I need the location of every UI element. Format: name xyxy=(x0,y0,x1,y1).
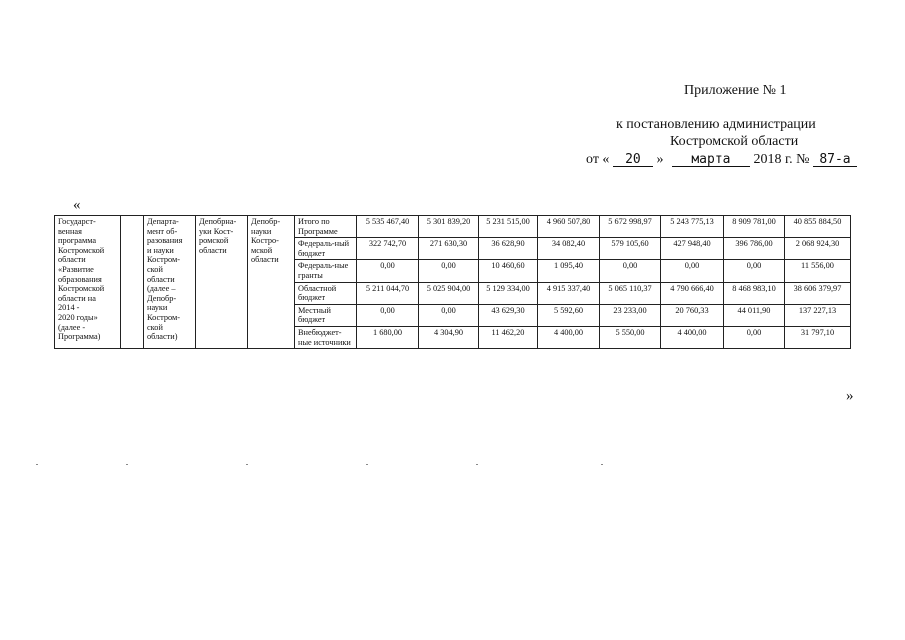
total-cell: 2 068 924,30 xyxy=(785,238,851,260)
value-cell: 271 630,30 xyxy=(419,238,479,260)
total-cell: 31 797,10 xyxy=(785,326,851,348)
value-cell: 5 231 515,00 xyxy=(479,216,538,238)
value-cell: 11 462,20 xyxy=(479,326,538,348)
value-cell: 5 243 775,13 xyxy=(661,216,724,238)
value-cell: 1 680,00 xyxy=(357,326,419,348)
value-cell: 5 211 044,70 xyxy=(357,282,419,304)
value-cell: 0,00 xyxy=(419,260,479,282)
value-cell: 4 960 507,80 xyxy=(538,216,600,238)
decree-line: к постановлению администрации xyxy=(616,117,816,132)
scan-speckles xyxy=(36,464,646,465)
value-cell: 5 535 467,40 xyxy=(357,216,419,238)
value-cell: 5 592,60 xyxy=(538,304,600,326)
value-cell: 4 915 337,40 xyxy=(538,282,600,304)
value-cell: 5 025 904,00 xyxy=(419,282,479,304)
value-cell: 5 065 110,37 xyxy=(600,282,661,304)
responsible-cell: Департа- мент об- разования и науки Костром- ской области (далее – Депобр- науки Костром- ской области) xyxy=(144,216,196,349)
source-label: Федераль-ный бюджет xyxy=(295,238,357,260)
value-cell: 4 400,00 xyxy=(538,326,600,348)
source-label: Итого по Программе xyxy=(295,216,357,238)
value-cell: 0,00 xyxy=(724,260,785,282)
source-label: Внебюджет-ные источники xyxy=(295,326,357,348)
value-cell: 10 460,60 xyxy=(479,260,538,282)
source-label: Федераль-ные гранты xyxy=(295,260,357,282)
value-cell: 23 233,00 xyxy=(600,304,661,326)
value-cell: 427 948,40 xyxy=(661,238,724,260)
value-cell: 5 672 998,97 xyxy=(600,216,661,238)
total-cell: 11 556,00 xyxy=(785,260,851,282)
source-label: Местный бюджет xyxy=(295,304,357,326)
value-cell: 396 786,00 xyxy=(724,238,785,260)
executor-cell: Депобр- науки Костро- мской области xyxy=(248,216,295,349)
budget-table xyxy=(54,215,851,349)
value-cell: 34 082,40 xyxy=(538,238,600,260)
value-cell: 5 550,00 xyxy=(600,326,661,348)
value-cell: 36 628,90 xyxy=(479,238,538,260)
value-cell: 0,00 xyxy=(724,326,785,348)
program-cell: Государст- венная программа Костромской области «Развитие образования Костромской области на 2014 - 2020 годы» (далее - Программа) xyxy=(55,216,121,349)
value-cell: 5 129 334,00 xyxy=(479,282,538,304)
value-cell: 43 629,30 xyxy=(479,304,538,326)
value-cell: 0,00 xyxy=(661,260,724,282)
month-field: марта xyxy=(672,153,750,167)
value-cell: 579 105,60 xyxy=(600,238,661,260)
total-cell: 40 855 884,50 xyxy=(785,216,851,238)
value-cell: 44 011,90 xyxy=(724,304,785,326)
value-cell: 0,00 xyxy=(357,260,419,282)
total-cell: 137 227,13 xyxy=(785,304,851,326)
value-cell: 4 790 666,40 xyxy=(661,282,724,304)
closing-quote: » xyxy=(846,388,854,404)
value-cell: 0,00 xyxy=(357,304,419,326)
value-cell: 20 760,33 xyxy=(661,304,724,326)
number-field: 87-а xyxy=(813,153,857,167)
value-cell: 1 095,40 xyxy=(538,260,600,282)
value-cell: 0,00 xyxy=(419,304,479,326)
year-text: 2018 г. № xyxy=(753,152,810,167)
date-line xyxy=(586,152,857,168)
table-row xyxy=(55,216,851,238)
day-field: 20 xyxy=(613,153,653,167)
appendix-title: Приложение № 1 xyxy=(684,83,787,98)
date-prefix: от « xyxy=(586,152,610,167)
source-label: Областной бюджет xyxy=(295,282,357,304)
blank-cell xyxy=(121,216,144,349)
value-cell: 4 304,90 xyxy=(419,326,479,348)
value-cell: 4 400,00 xyxy=(661,326,724,348)
executor-cell: Депобрна- уки Кост- ромской области xyxy=(196,216,248,349)
value-cell: 8 468 983,10 xyxy=(724,282,785,304)
total-cell: 38 606 379,97 xyxy=(785,282,851,304)
date-mid: » xyxy=(656,152,664,167)
value-cell: 322 742,70 xyxy=(357,238,419,260)
region-line: Костромской области xyxy=(670,134,799,149)
value-cell: 5 301 839,20 xyxy=(419,216,479,238)
value-cell: 8 909 781,00 xyxy=(724,216,785,238)
opening-quote: « xyxy=(73,197,81,213)
value-cell: 0,00 xyxy=(600,260,661,282)
